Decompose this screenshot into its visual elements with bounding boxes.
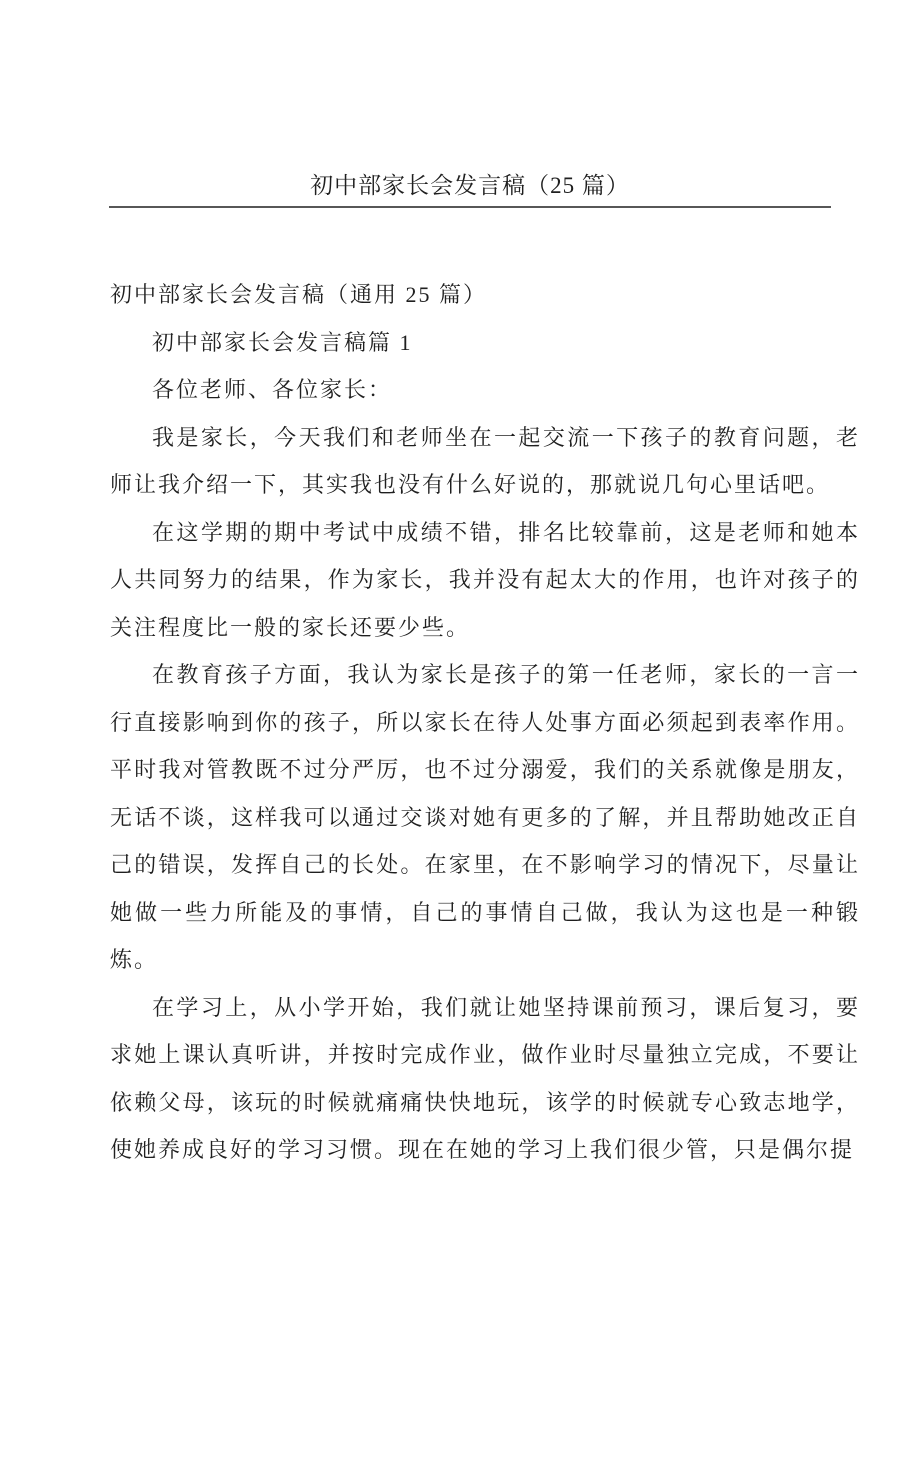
body-paragraph: 在学习上，从小学开始，我们就让她坚持课前预习，课后复习，要求她上课认真听讲，并按时完成作业，做作业时尽量独立完成，不要让依赖父母，该玩的时候就痛痛快快地玩，该学的时候就专心致志地学，使她养成良好的学习习惯。现在在她的学习上我们很少管，只是偶尔提 [110,994,860,1162]
title-block [109,171,831,208]
document-body [110,271,860,1174]
heading-paragraph: 初中部家长会发言稿（通用 25 篇） [110,282,488,307]
body-paragraph: 在教育孩子方面，我认为家长是孩子的第一任老师，家长的一言一行直接影响到你的孩子，所以家长在待人处事方面必须起到表率作用。平时我对管教既不过分严厉，也不过分溺爱，我们的关系就像是朋友，无话不谈，这样我可以通过交谈对她有更多的了解，并且帮助她改正自己的错误，发挥自己的长处。在家里，在不影响学习的情况下，尽量让她做一些力所能及的事情，自己的事情自己做，我认为这也是一种锻炼。 [110,662,860,972]
document-page [0,171,920,1472]
section-heading-paragraph: 初中部家长会发言稿篇 1 [152,329,413,355]
body-paragraph: 在这学期的期中考试中成绩不错，排名比较靠前，这是老师和她本人共同努力的结果，作为家长，我并没有起太大的作用，也许对孩子的关注程度比一般的家长还要少些。 [110,519,860,640]
body-paragraph: 我是家长，今天我们和老师坐在一起交流一下孩子的教育问题，老师让我介绍一下，其实我也没有什么好说的，那就说几句心里话吧。 [110,424,860,497]
document-title: 初中部家长会发言稿（25 篇） [310,173,630,198]
salutation-paragraph: 各位老师、各位家长： [152,377,393,402]
